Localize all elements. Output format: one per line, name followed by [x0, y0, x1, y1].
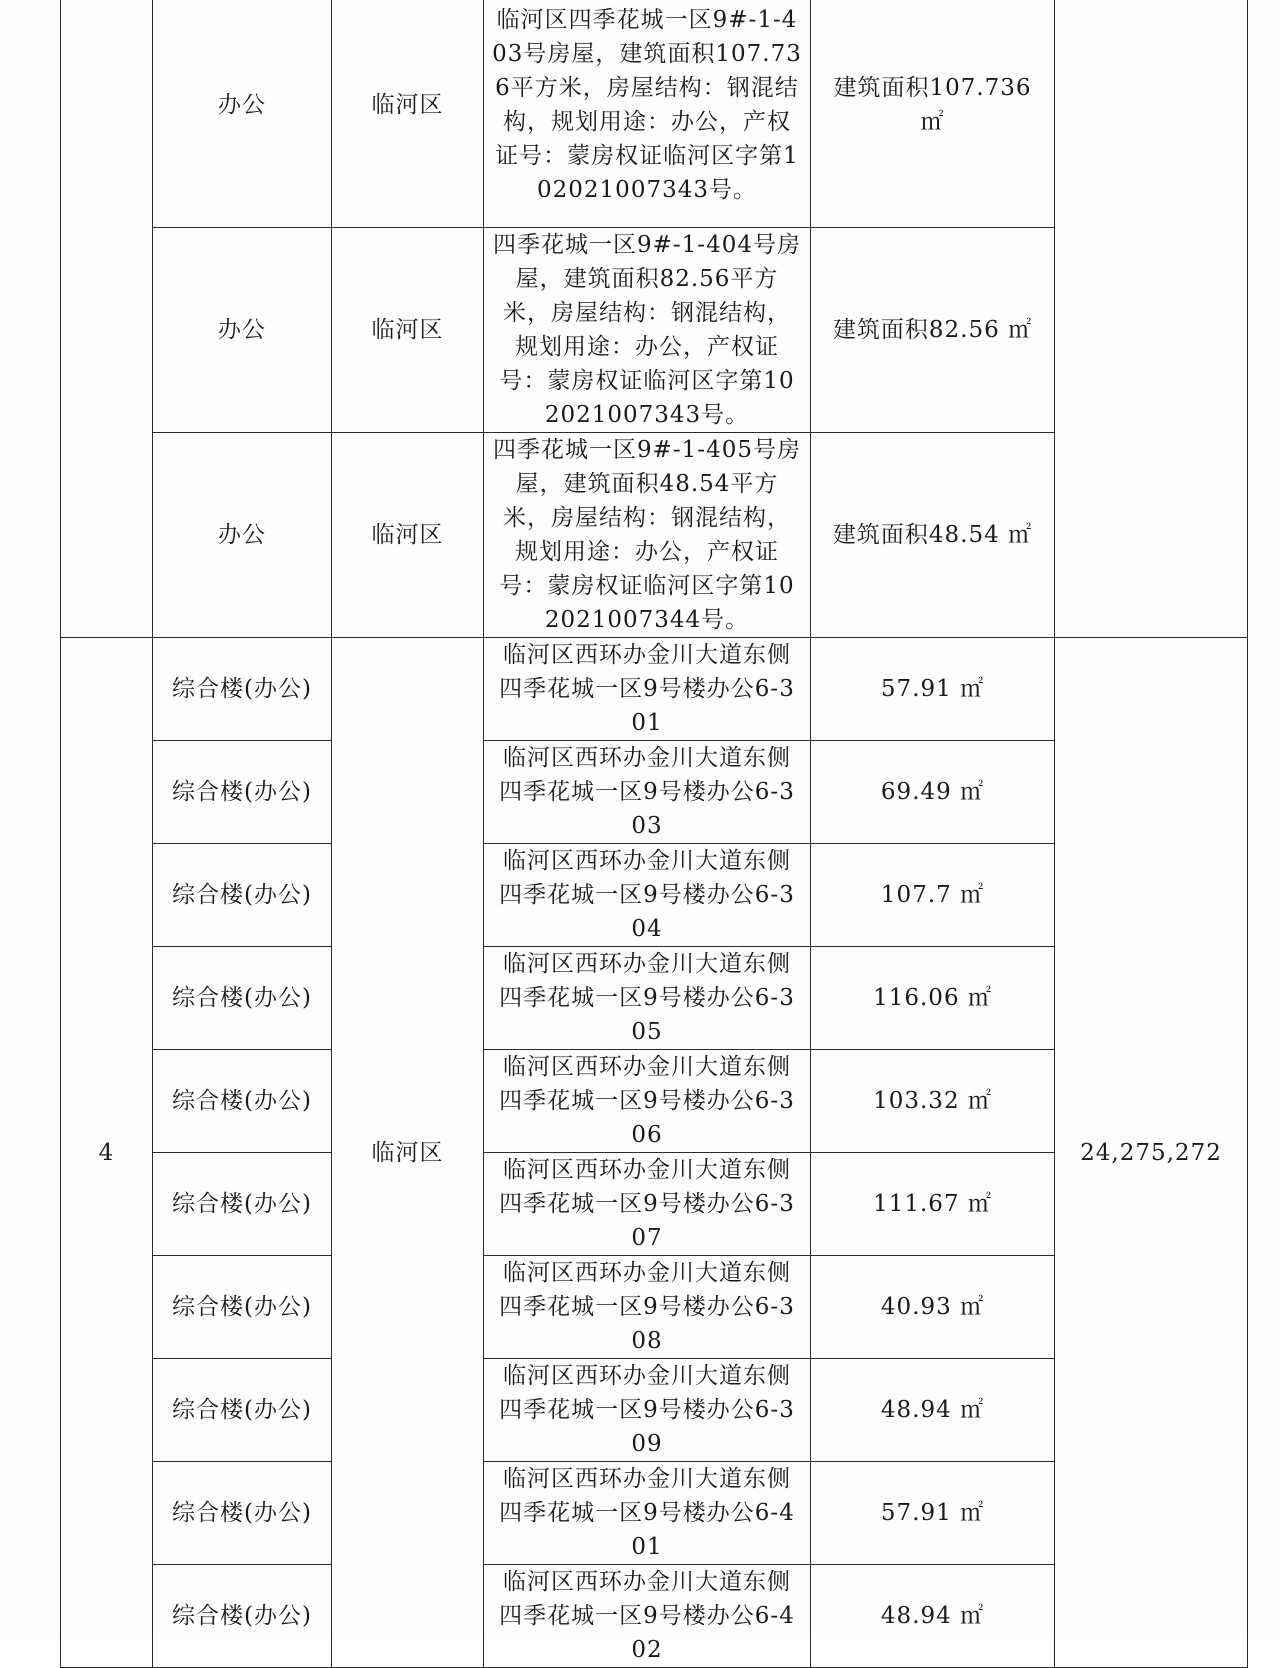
location-cell: 临河区西环办金川大道东侧四季花城一区9号楼办公6-304 — [484, 844, 811, 947]
district-cell: 临河区 — [332, 433, 484, 638]
use-cell: 综合楼(办公) — [153, 741, 332, 844]
use-cell: 综合楼(办公) — [153, 1462, 332, 1565]
area-cell: 57.91 ㎡ — [811, 638, 1055, 741]
area-cell: 40.93 ㎡ — [811, 1256, 1055, 1359]
index-cell: 4 — [61, 638, 153, 1668]
location-cell: 临河区四季花城一区9#-1-403号房屋，建筑面积107.736平方米，房屋结构：钢混结构，规划用途：办公，产权证号：蒙房权证临河区字第102021007343号。 — [484, 0, 811, 228]
location-cell: 临河区西环办金川大道东侧四季花城一区9号楼办公6-303 — [484, 741, 811, 844]
location-cell: 四季花城一区9#-1-405号房屋，建筑面积48.54平方米，房屋结构：钢混结构，规划用途：办公，产权证号：蒙房权证临河区字第102021007344号。 — [484, 433, 811, 638]
use-cell: 综合楼(办公) — [153, 947, 332, 1050]
table-row — [61, 0, 1248, 228]
location-cell: 临河区西环办金川大道东侧四季花城一区9号楼办公6-309 — [484, 1359, 811, 1462]
area-cell: 建筑面积48.54 ㎡ — [811, 433, 1055, 638]
location-cell: 临河区西环办金川大道东侧四季花城一区9号楼办公6-401 — [484, 1462, 811, 1565]
use-cell: 综合楼(办公) — [153, 1565, 332, 1668]
district-cell: 临河区 — [332, 0, 484, 228]
property-table — [60, 0, 1248, 1668]
area-cell: 48.94 ㎡ — [811, 1359, 1055, 1462]
area-cell: 建筑面积82.56 ㎡ — [811, 228, 1055, 433]
location-cell: 四季花城一区9#-1-404号房屋，建筑面积82.56平方米，房屋结构：钢混结构，规划用途：办公，产权证号：蒙房权证临河区字第102021007343号。 — [484, 228, 811, 433]
area-cell: 57.91 ㎡ — [811, 1462, 1055, 1565]
district-cell: 临河区 — [332, 228, 484, 433]
use-cell: 综合楼(办公) — [153, 1050, 332, 1153]
area-cell: 107.7 ㎡ — [811, 844, 1055, 947]
location-cell: 临河区西环办金川大道东侧四季花城一区9号楼办公6-301 — [484, 638, 811, 741]
use-cell: 办公 — [153, 228, 332, 433]
area-cell: 116.06 ㎡ — [811, 947, 1055, 1050]
area-cell: 103.32 ㎡ — [811, 1050, 1055, 1153]
use-cell: 综合楼(办公) — [153, 1359, 332, 1462]
district-cell: 临河区 — [332, 638, 484, 1668]
use-cell: 综合楼(办公) — [153, 844, 332, 947]
table-row — [61, 638, 1248, 741]
use-cell: 办公 — [153, 433, 332, 638]
location-cell: 临河区西环办金川大道东侧四季花城一区9号楼办公6-402 — [484, 1565, 811, 1668]
total-cell: 24,275,272 — [1055, 638, 1248, 1668]
location-cell: 临河区西环办金川大道东侧四季花城一区9号楼办公6-307 — [484, 1153, 811, 1256]
use-cell: 办公 — [153, 0, 332, 228]
location-cell: 临河区西环办金川大道东侧四季花城一区9号楼办公6-308 — [484, 1256, 811, 1359]
location-cell: 临河区西环办金川大道东侧四季花城一区9号楼办公6-306 — [484, 1050, 811, 1153]
area-cell: 48.94 ㎡ — [811, 1565, 1055, 1668]
area-cell: 建筑面积107.736 ㎡ — [811, 0, 1055, 228]
index-cell — [61, 0, 153, 638]
location-cell: 临河区西环办金川大道东侧四季花城一区9号楼办公6-305 — [484, 947, 811, 1050]
total-cell — [1055, 0, 1248, 638]
area-cell: 69.49 ㎡ — [811, 741, 1055, 844]
use-cell: 综合楼(办公) — [153, 1153, 332, 1256]
use-cell: 综合楼(办公) — [153, 638, 332, 741]
use-cell: 综合楼(办公) — [153, 1256, 332, 1359]
area-cell: 111.67 ㎡ — [811, 1153, 1055, 1256]
